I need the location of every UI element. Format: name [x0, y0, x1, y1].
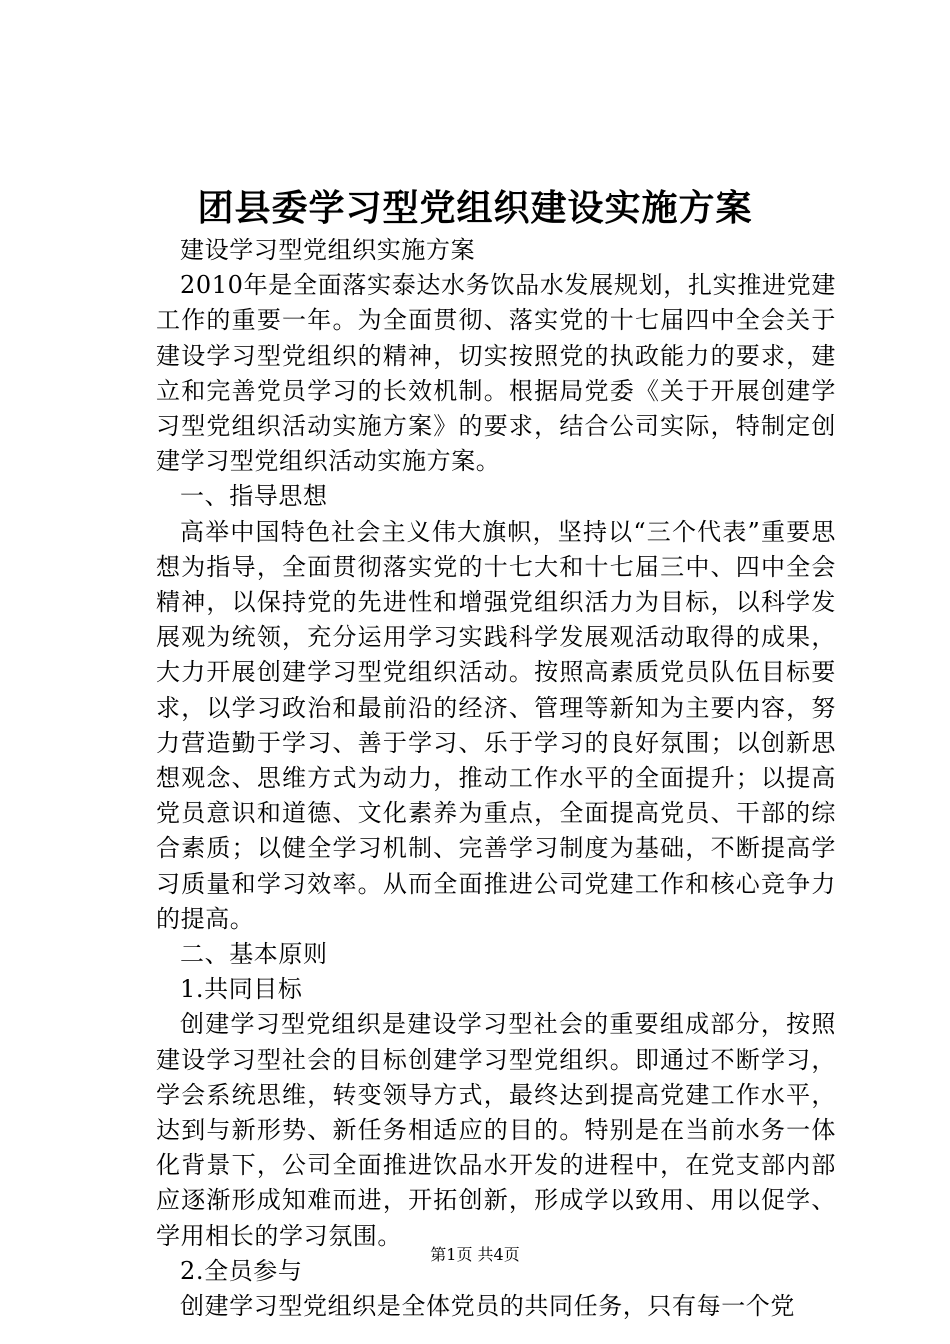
document-body: [156, 233, 836, 1324]
paragraph-common-goal: 创建学习型党组织是建设学习型社会的重要组成部分，按照建设学习型社会的目标创建学习型党组织。即通过不断学习，学会系统思维，转变领导方式，最终达到提高党建工作水平，达到与新形势、新任务相适应的目的。特别是在当前水务一体化背景下，公司全面推进饮品水开发的进程中，在党支部内部应逐渐形成知难而进，开拓创新，形成学以致用、用以促学、学用相长的学习氛围。: [156, 1010, 836, 1250]
paragraph-full-participation: 创建学习型党组织是全体党员的共同任务，只有每一个党: [180, 1292, 795, 1321]
paragraph-intro: 2010年是全面落实泰达水务饮品水发展规划，扎实推进党建工作的重要一年。为全面贯彻、落实党的十七届四中全会关于建设学习型党组织的精神，切实按照党的执政能力的要求，建立和完善党员学习的长效机制。根据局党委《关于开展创建学习型党组织活动实施方案》的要求，结合公司实际，特制定创建学习型党组织活动实施方案。: [156, 271, 836, 476]
paragraph-guiding-ideology: 高举中国特色社会主义伟大旗帜，坚持以“三个代表”重要思想为指导，全面贯彻落实党的十七大和十七届三中、四中全会精神，以保持党的先进性和增强党组织活力为目标，以科学发展观为统领，充分运用学习实践科学发展观活动取得的成果，大力开展创建学习型党组织活动。按照高素质党员队伍目标要求，以学习政治和最前沿的经济、管理等新知为主要内容，努力营造勤于学习、善于学习、乐于学习的良好氛围；以创新思想观念、思维方式为动力，推动工作水平的全面提升；以提高党员意识和道德、文化素养为重点，全面提高党员、干部的综合素质；以健全学习机制、完善学习制度为基础，不断提高学习质量和学习效率。从而全面推进公司党建工作和核心竞争力的提高。: [156, 517, 836, 933]
page-number-footer: 第1页 共4页: [430, 1245, 520, 1264]
section-heading-0: 建设学习型党组织实施方案: [180, 236, 476, 264]
section-heading-basic-principles: 二、基本原则: [180, 940, 328, 969]
document-title: 团县委学习型党组织建设实施方案: [197, 187, 753, 229]
subheading-full-participation: 2.全员参与: [180, 1256, 303, 1285]
subheading-common-goal: 1.共同目标: [180, 975, 303, 1004]
section-heading-guiding-ideology: 一、指导思想: [180, 482, 328, 511]
